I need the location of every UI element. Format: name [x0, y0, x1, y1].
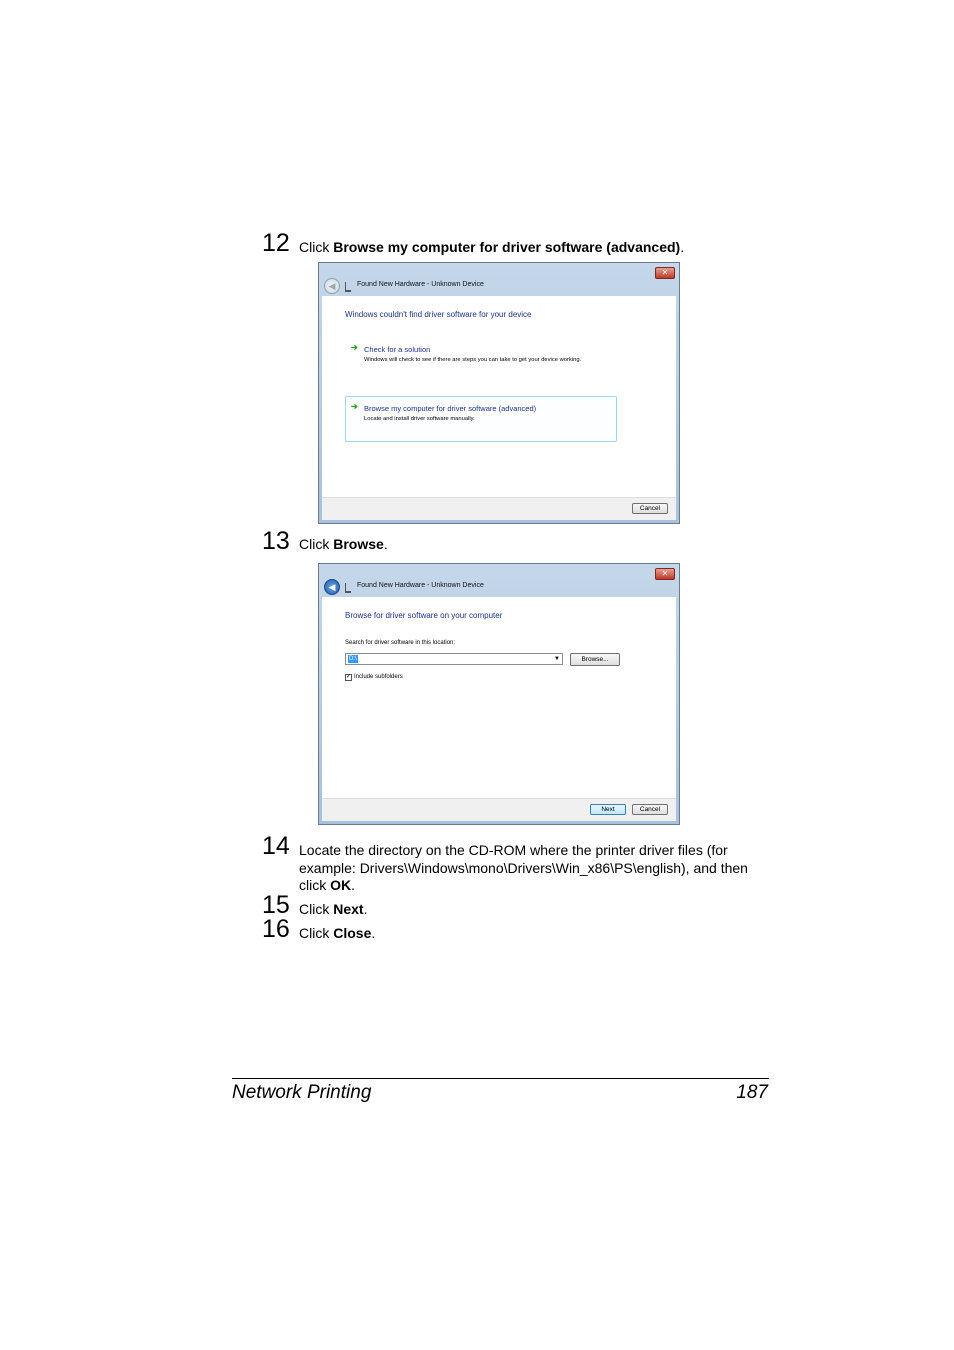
step-text-prefix: Click [299, 239, 334, 255]
include-subfolders-checkbox[interactable]: ✓ [346, 674, 352, 680]
footer-divider [232, 1078, 769, 1079]
dialog-title-bar [319, 564, 679, 597]
step-text-bold: Browse [333, 536, 384, 552]
cancel-button[interactable]: Cancel [632, 503, 668, 514]
browse-button[interactable]: Browse... [570, 653, 620, 666]
include-subfolders-label: Include subfolders [354, 674, 403, 680]
step-text-suffix: . [371, 925, 376, 941]
dialog-title: Found New Hardware - Unknown Device [357, 281, 484, 288]
close-icon[interactable]: ✕ [655, 267, 675, 279]
dialog-title-bar [319, 263, 679, 296]
check-solution-description: Windows will check to see if there are steps you can take to get your device working. [364, 357, 582, 363]
browse-computer-option[interactable]: Browse my computer for driver software (advanced) [364, 404, 537, 413]
search-location-label: Search for driver software in this location: [345, 640, 456, 646]
step-text-suffix: . [351, 877, 356, 893]
browse-computer-description: Locate and install driver software manually. [364, 416, 475, 422]
step-text-prefix: Locate the directory on the CD-ROM where the printer driver files (for example: Drivers\Windows\mono\Drivers\Win_x86\PS\english), and then click [299, 842, 748, 893]
step-number: 14 [262, 832, 290, 860]
path-combobox[interactable] [345, 653, 563, 665]
step-text-prefix: Click [299, 901, 334, 917]
step-text-bold: OK [330, 877, 352, 893]
dialog-heading: Windows couldn't find driver software for your device [345, 310, 532, 319]
chevron-down-icon[interactable]: ▼ [554, 656, 560, 662]
dialog-footer [322, 798, 676, 821]
found-hardware-dialog [318, 262, 680, 524]
back-arrow-icon[interactable]: ◀ [324, 579, 340, 595]
dialog-title: Found New Hardware - Unknown Device [357, 582, 484, 589]
footer-section-title: Network Printing [232, 1082, 372, 1103]
hardware-icon [345, 282, 351, 292]
browse-driver-dialog [318, 563, 680, 825]
dialog-body [322, 296, 676, 497]
step-text [299, 842, 769, 895]
step-number: 13 [262, 527, 290, 555]
page-number: 187 [736, 1082, 768, 1103]
step-text [299, 239, 769, 257]
next-button[interactable]: Next [590, 804, 626, 815]
green-arrow-icon: ➔ [351, 402, 358, 411]
step-number: 15 [262, 891, 290, 919]
step-text [299, 536, 769, 554]
step-text-suffix: . [383, 536, 388, 552]
step-number: 12 [262, 229, 290, 257]
check-solution-option[interactable]: Check for a solution [364, 345, 431, 354]
step-number: 16 [262, 915, 290, 943]
step-text [299, 925, 769, 943]
hardware-icon [345, 583, 351, 593]
step-text-prefix: Click [299, 536, 334, 552]
dialog-heading: Browse for driver software on your computer [345, 611, 503, 620]
step-text-prefix: Click [299, 925, 334, 941]
step-text-suffix: . [363, 901, 368, 917]
step-text-bold: Close [333, 925, 372, 941]
back-arrow-icon[interactable]: ◀ [324, 278, 340, 294]
close-icon[interactable]: ✕ [655, 568, 675, 580]
step-text-bold: Next [333, 901, 364, 917]
green-arrow-icon: ➔ [351, 343, 358, 352]
dialog-body [322, 597, 676, 798]
step-text-bold: Browse my computer for driver software (advanced) [333, 239, 681, 255]
cancel-button[interactable]: Cancel [632, 804, 668, 815]
dialog-footer [322, 497, 676, 520]
step-text [299, 901, 769, 919]
path-value[interactable]: D:\ [349, 656, 357, 662]
step-text-suffix: . [680, 239, 685, 255]
